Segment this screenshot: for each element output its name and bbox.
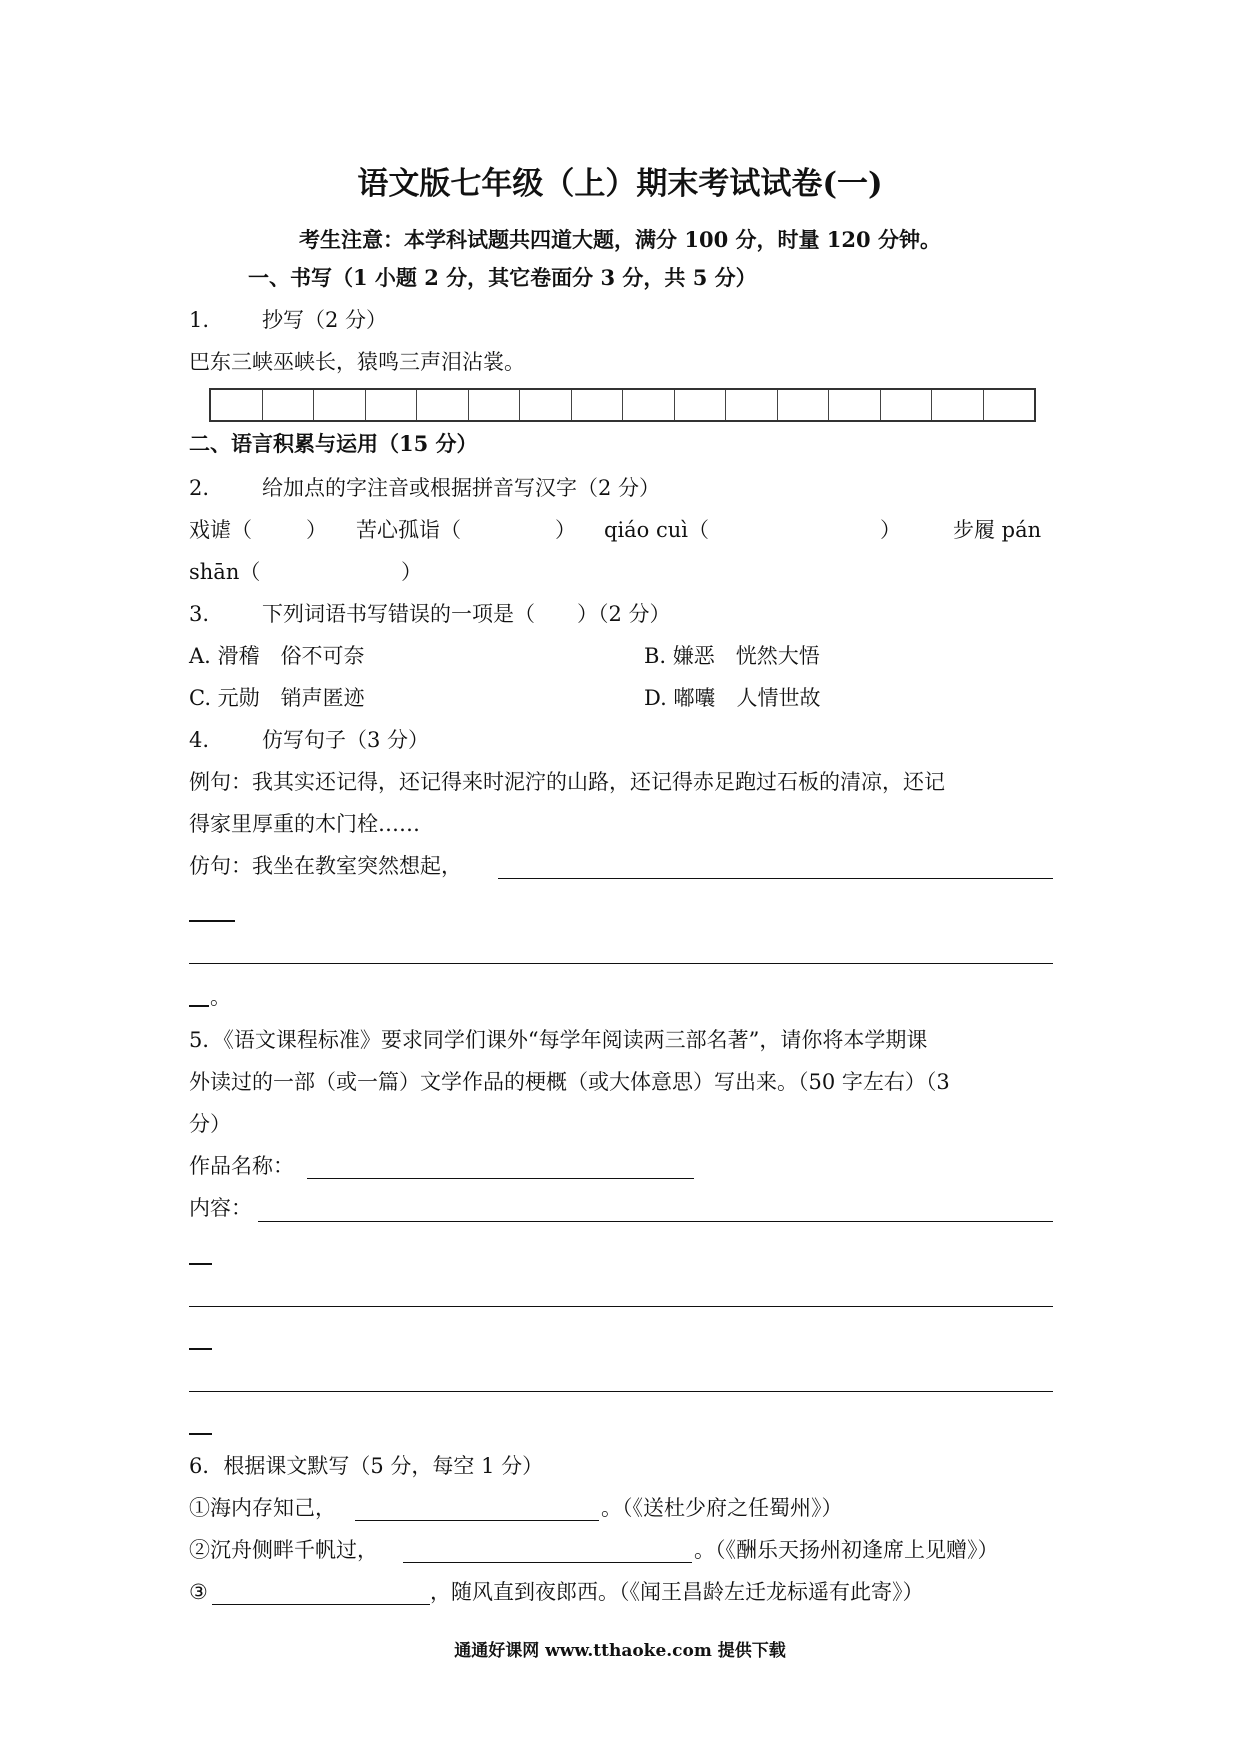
pinyin-item-2-close: ）: [555, 518, 576, 542]
recite-3-suffix: ，随风直到夜郎西。（《闻王昌龄左迁龙标遥有此寄》）: [430, 1580, 924, 1604]
question-5-line-3: 分）: [189, 1112, 231, 1136]
question-1-text: 巴东三峡巫峡长，猿鸣三声泪沾裳。: [189, 350, 525, 374]
grid-cell[interactable]: [417, 390, 469, 420]
question-3: [189, 600, 671, 628]
question-5-line-2: 外读过的一部（或一篇）文学作品的梗概（或大体意思）写出来。（50 字左右）（3: [189, 1070, 950, 1094]
page-title: 语文版七年级（上）期末考试试卷(一): [357, 166, 883, 202]
grid-cell[interactable]: [778, 390, 830, 420]
option-c: C. 元勋 销声匿迹: [189, 686, 365, 710]
grid-cell[interactable]: [314, 390, 366, 420]
option-a: A. 滑稽 俗不可奈: [189, 644, 365, 668]
exam-notice: 考生注意：本学科试题共四道大题，满分 100 分，时量 120 分钟。: [299, 227, 941, 252]
grid-cell[interactable]: [366, 390, 418, 420]
grid-cell[interactable]: [932, 390, 984, 420]
pinyin-item-1-open: 戏谑（: [189, 518, 252, 542]
grid-cell[interactable]: [469, 390, 521, 420]
copy-writing-grid[interactable]: [209, 388, 1036, 422]
question-4-label: 仿写句子（3 分）: [262, 728, 430, 752]
grid-cell[interactable]: [263, 390, 315, 420]
pinyin-item-4: 步履 pán: [953, 518, 1042, 542]
question-1: [189, 306, 387, 334]
question-2-number: 2.: [189, 476, 210, 500]
recite-1-blank[interactable]: [355, 1520, 599, 1521]
section-1-heading: 一、书写（1 小题 2 分，其它卷面分 3 分，共 5 分）: [248, 265, 757, 290]
recite-3-prefix: ③: [189, 1580, 208, 1604]
imitate-blank-line-1[interactable]: [498, 878, 1053, 879]
content-blank-end-2[interactable]: [189, 1348, 212, 1350]
question-4-number: 4.: [189, 728, 210, 752]
recite-1-prefix: ①海内存知己，: [189, 1496, 336, 1520]
work-name-label: 作品名称：: [189, 1154, 294, 1178]
question-1-label: 抄写（2 分）: [262, 308, 388, 332]
pinyin-item-3-open: qiáo cuì（: [604, 518, 709, 542]
footer-source: 通通好课网 www.tthaoke.com 提供下载: [454, 1641, 786, 1661]
question-3-label: 下列词语书写错误的一项是（ ）（2 分）: [262, 602, 671, 626]
question-5-line-1: 5．《语文课程标准》要求同学们课外“每学年阅读两三部名著”，请你将本学期课: [189, 1028, 928, 1052]
work-name-blank[interactable]: [307, 1178, 694, 1179]
option-d: D. 嘟囔 人情世故: [644, 686, 821, 710]
grid-cell[interactable]: [881, 390, 933, 420]
imitate-end-mark: 。: [210, 985, 231, 1009]
recite-2-blank[interactable]: [403, 1562, 692, 1563]
grid-cell[interactable]: [623, 390, 675, 420]
imitate-blank-end-1[interactable]: [189, 920, 235, 922]
recite-3-blank[interactable]: [212, 1604, 430, 1605]
content-blank-line-2[interactable]: [189, 1306, 1053, 1307]
imitate-blank-end-2[interactable]: [189, 1005, 209, 1007]
grid-cell[interactable]: [726, 390, 778, 420]
question-3-number: 3.: [189, 602, 210, 626]
grid-cell[interactable]: [675, 390, 727, 420]
grid-cell[interactable]: [829, 390, 881, 420]
section-2-heading: 二、语言积累与运用（15 分）: [189, 431, 478, 456]
question-1-number: 1.: [189, 308, 210, 332]
content-blank-line-1[interactable]: [258, 1221, 1053, 1222]
imitate-prefix: 仿句：我坐在教室突然想起，: [189, 854, 462, 878]
grid-cell[interactable]: [984, 390, 1035, 420]
content-blank-line-3[interactable]: [189, 1391, 1053, 1392]
content-label: 内容：: [189, 1196, 252, 1220]
pinyin-item-4-close: ）: [401, 560, 422, 584]
pinyin-item-1-close: ）: [306, 518, 327, 542]
pinyin-item-4-open: shān（: [189, 560, 261, 584]
pinyin-item-2-open: 苦心孤诣（: [356, 518, 461, 542]
question-6-heading: 6．根据课文默写（5 分，每空 1 分）: [189, 1454, 544, 1478]
example-sentence-line-2: 得家里厚重的木门栓……: [189, 812, 420, 836]
recite-1-suffix: 。（《送杜少府之任蜀州》）: [601, 1496, 843, 1520]
question-4: [189, 726, 429, 754]
imitate-blank-line-2[interactable]: [189, 963, 1053, 964]
recite-2-suffix: 。（《酬乐天扬州初逢席上见赠》）: [694, 1538, 999, 1562]
option-b: B. 嫌恶 恍然大悟: [644, 644, 820, 668]
grid-cell[interactable]: [520, 390, 572, 420]
pinyin-item-3-close: ）: [880, 518, 901, 542]
recite-2-prefix: ②沉舟侧畔千帆过，: [189, 1538, 378, 1562]
example-sentence-line-1: 例句：我其实还记得，还记得来时泥泞的山路，还记得赤足跑过石板的清凉，还记: [189, 770, 945, 794]
question-2: [189, 474, 660, 502]
question-2-label: 给加点的字注音或根据拼音写汉字（2 分）: [262, 476, 661, 500]
content-blank-end-3[interactable]: [189, 1433, 212, 1435]
grid-cell[interactable]: [211, 390, 263, 420]
content-blank-end-1[interactable]: [189, 1263, 212, 1265]
grid-cell[interactable]: [572, 390, 624, 420]
